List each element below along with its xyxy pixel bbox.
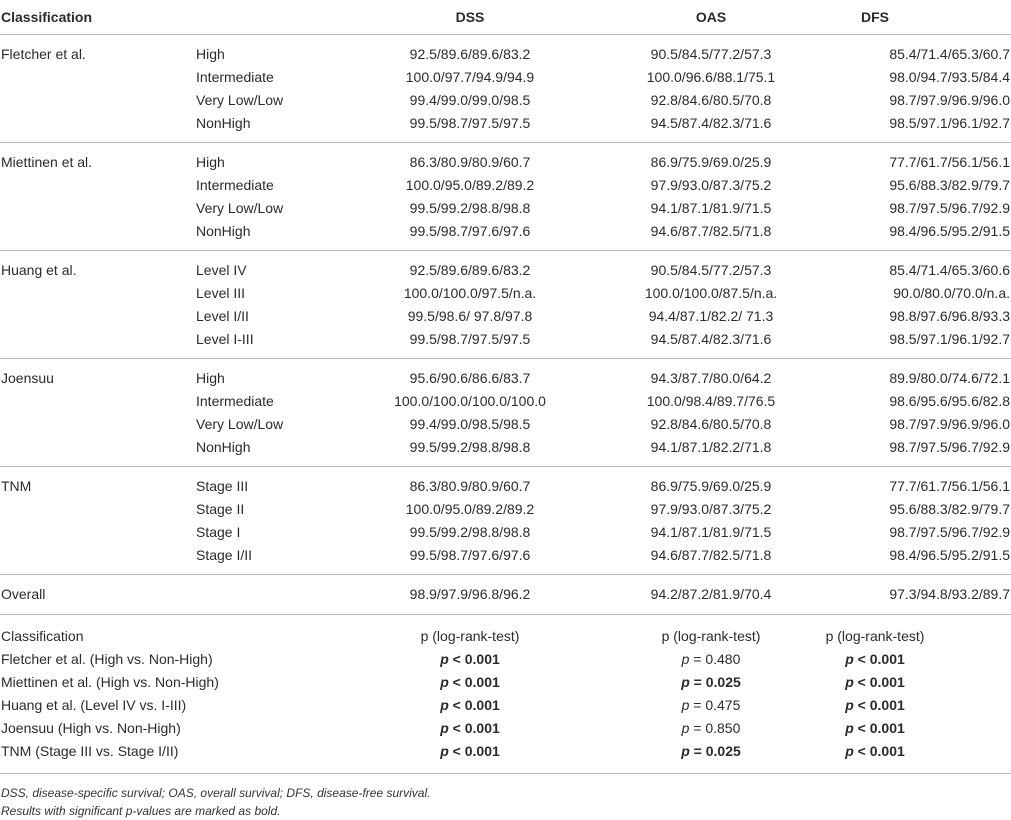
pvalue-row: [0, 718, 1011, 741]
p-symbol: p: [681, 674, 690, 690]
oas-value: 94.4/87.1/82.2/ 71.3: [648, 308, 774, 324]
dfs-value: 98.7/97.9/96.9/96.0: [889, 416, 1010, 432]
dfs-value: 98.6/95.6/95.6/82.8: [889, 393, 1010, 409]
risk-category: Stage II: [196, 501, 245, 517]
dss-value: 99.4/99.0/99.0/98.5: [409, 92, 531, 108]
oas-value: 100.0/96.6/88.1/75.1: [646, 69, 776, 85]
table-row: [0, 414, 1011, 437]
dfs-value: 95.6/88.3/82.9/79.7: [889, 177, 1010, 193]
comparison-label: Huang et al. (Level IV vs. I-III): [1, 697, 187, 713]
oas-value: 94.6/87.7/82.5/71.8: [650, 547, 772, 563]
risk-category: Intermediate: [196, 177, 274, 193]
classification-groups: [0, 35, 1011, 575]
dfs-value: 98.7/97.5/96.7/92.9: [889, 524, 1010, 540]
overall-dss: 98.9/97.9/96.8/96.2: [409, 586, 531, 602]
table-row: [0, 175, 1011, 198]
table-row: [0, 522, 1011, 545]
table-row: [0, 260, 1011, 283]
table-row: [0, 113, 1011, 136]
group-name: TNM: [1, 478, 32, 494]
dss-value: 100.0/97.7/94.9/94.9: [405, 69, 535, 85]
dfs-value: 85.4/71.4/65.3/60.6: [889, 262, 1010, 278]
p-symbol: p: [440, 651, 449, 667]
header-dss: DSS: [455, 9, 485, 25]
p-symbol: p: [681, 697, 690, 713]
pvalue-dfs: [800, 720, 950, 736]
dss-value: 100.0/100.0/100.0/100.0: [394, 393, 546, 409]
overall-label: Overall: [1, 586, 46, 602]
p-symbol: p: [845, 720, 854, 736]
pvalue-header-dss: p (log-rank-test): [420, 628, 520, 644]
pvalue-row: [0, 672, 1011, 695]
dfs-value: 85.4/71.4/65.3/60.7: [889, 46, 1010, 62]
risk-category: Level IV: [196, 262, 247, 278]
classification-group: [0, 143, 1011, 251]
pvalue-row: [0, 695, 1011, 718]
dss-value: 100.0/100.0/97.5/n.a.: [403, 285, 537, 301]
p-symbol: p: [845, 743, 854, 759]
comparison-label: Miettinen et al. (High vs. Non-High): [1, 674, 219, 690]
table-row: [0, 476, 1011, 499]
oas-value: 100.0/100.0/87.5/n.a.: [644, 285, 778, 301]
comparison-label: Joensuu (High vs. Non-High): [1, 720, 181, 736]
classification-group: [0, 359, 1011, 467]
dss-value: 99.5/99.2/98.8/98.8: [409, 524, 531, 540]
p-value-text: = 0.025: [689, 674, 741, 690]
dss-value: 86.3/80.9/80.9/60.7: [409, 154, 531, 170]
table-row: [0, 152, 1011, 175]
classification-group: [0, 467, 1011, 575]
oas-value: 94.1/87.1/81.9/71.5: [650, 524, 772, 540]
oas-value: 100.0/98.4/89.7/76.5: [646, 393, 776, 409]
oas-value: 94.5/87.4/82.3/71.6: [650, 331, 772, 347]
pvalue-dss: [335, 674, 605, 690]
p-value-text: < 0.001: [448, 720, 500, 736]
dfs-value: 95.6/88.3/82.9/79.7: [889, 501, 1010, 517]
dss-value: 99.5/99.2/98.8/98.8: [409, 200, 531, 216]
dfs-value: 98.8/97.6/96.8/93.3: [889, 308, 1010, 324]
pvalue-dfs: [800, 743, 950, 759]
oas-value: 92.8/84.6/80.5/70.8: [650, 416, 772, 432]
table-row: [0, 329, 1011, 352]
p-value-text: = 0.850: [689, 720, 741, 736]
dfs-value: 77.7/61.7/56.1/56.1: [889, 154, 1010, 170]
table-row: [0, 545, 1011, 568]
header-classification: Classification: [1, 9, 93, 25]
pvalue-row: [0, 649, 1011, 672]
dss-value: 99.5/98.7/97.6/97.6: [409, 223, 531, 239]
pvalue-header-dfs: p (log-rank-test): [825, 628, 925, 644]
p-symbol: p: [845, 697, 854, 713]
dfs-value: 98.7/97.5/96.7/92.9: [889, 200, 1010, 216]
p-symbol: p: [845, 651, 854, 667]
risk-category: NonHigh: [196, 439, 251, 455]
pvalue-dfs: [800, 651, 950, 667]
dfs-value: 98.7/97.5/96.7/92.9: [889, 439, 1010, 455]
dss-value: 92.5/89.6/89.6/83.2: [409, 46, 531, 62]
oas-value: 90.5/84.5/77.2/57.3: [650, 46, 772, 62]
classification-group: [0, 35, 1011, 143]
dss-value: 100.0/95.0/89.2/89.2: [405, 177, 535, 193]
p-symbol: p: [440, 674, 449, 690]
oas-value: 94.1/87.1/82.2/71.8: [650, 439, 772, 455]
pvalue-dfs: [800, 697, 950, 713]
comparison-label: Fletcher et al. (High vs. Non-High): [1, 651, 213, 667]
oas-value: 94.5/87.4/82.3/71.6: [650, 115, 772, 131]
table-row: [0, 283, 1011, 306]
dfs-value: 77.7/61.7/56.1/56.1: [889, 478, 1010, 494]
p-symbol: p: [845, 674, 854, 690]
p-value-text: < 0.001: [448, 697, 500, 713]
dfs-value: 98.7/97.9/96.9/96.0: [889, 92, 1010, 108]
pvalue-dss: [335, 651, 605, 667]
dss-value: 99.5/99.2/98.8/98.8: [409, 439, 531, 455]
table-row: [0, 221, 1011, 244]
p-symbol: p: [681, 743, 690, 759]
risk-category: Very Low/Low: [196, 92, 284, 108]
pvalue-dss: [335, 697, 605, 713]
comparison-label: TNM (Stage III vs. Stage I/II): [1, 743, 179, 759]
oas-value: 94.1/87.1/81.9/71.5: [650, 200, 772, 216]
table-row: [0, 391, 1011, 414]
oas-value: 97.9/93.0/87.3/75.2: [650, 177, 772, 193]
overall-oas: 94.2/87.2/81.9/70.4: [650, 586, 772, 602]
p-value-text: < 0.001: [448, 651, 500, 667]
pvalue-rows: [0, 649, 1011, 764]
dss-value: 99.4/99.0/98.5/98.5: [409, 416, 531, 432]
dss-value: 99.5/98.7/97.5/97.5: [409, 331, 531, 347]
table-row: [0, 67, 1011, 90]
overall-row: [0, 584, 1011, 607]
pvalue-header-label: Classification: [1, 628, 84, 644]
oas-value: 90.5/84.5/77.2/57.3: [650, 262, 772, 278]
table-row: [0, 437, 1011, 460]
p-value-text: = 0.025: [689, 743, 741, 759]
risk-category: High: [196, 154, 225, 170]
group-name: Huang et al.: [1, 262, 77, 278]
p-value-text: < 0.001: [853, 674, 905, 690]
header-dfs: DFS: [861, 9, 889, 25]
group-name: Fletcher et al.: [1, 46, 86, 62]
risk-category: NonHigh: [196, 115, 251, 131]
table-row: [0, 90, 1011, 113]
oas-value: 97.9/93.0/87.3/75.2: [650, 501, 772, 517]
risk-category: High: [196, 370, 225, 386]
dss-value: 95.6/90.6/86.6/83.7: [409, 370, 531, 386]
dfs-value: 98.5/97.1/96.1/92.7: [889, 115, 1010, 131]
table-row: [0, 44, 1011, 67]
dss-value: 99.5/98.6/ 97.8/97.8: [407, 308, 533, 324]
dfs-value: 98.4/96.5/95.2/91.5: [889, 547, 1010, 563]
dss-value: 92.5/89.6/89.6/83.2: [409, 262, 531, 278]
table-row: [0, 198, 1011, 221]
footnote-bold: Results with significant p-values are marked as bold.: [1, 804, 281, 818]
risk-category: Stage I/II: [196, 547, 253, 563]
group-name: Miettinen et al.: [1, 154, 93, 170]
pvalue-dss: [335, 743, 605, 759]
pvalue-header-row: [0, 626, 1011, 649]
header-oas: OAS: [695, 9, 727, 25]
dss-value: 86.3/80.9/80.9/60.7: [409, 478, 531, 494]
p-symbol: p: [440, 697, 449, 713]
oas-value: 86.9/75.9/69.0/25.9: [650, 154, 772, 170]
risk-category: Intermediate: [196, 69, 274, 85]
p-value-text: < 0.001: [448, 674, 500, 690]
p-value-text: < 0.001: [853, 720, 905, 736]
dfs-value: 98.4/96.5/95.2/91.5: [889, 223, 1010, 239]
p-value-text: < 0.001: [448, 743, 500, 759]
oas-value: 92.8/84.6/80.5/70.8: [650, 92, 772, 108]
dfs-value: 90.0/80.0/70.0/n.a.: [893, 285, 1010, 301]
classification-group: [0, 251, 1011, 359]
risk-category: Stage I: [196, 524, 241, 540]
p-value-text: = 0.480: [689, 651, 741, 667]
oas-value: 94.3/87.7/80.0/64.2: [650, 370, 772, 386]
risk-category: Level I-III: [196, 331, 254, 347]
overall-dfs: 97.3/94.8/93.2/89.7: [889, 586, 1010, 602]
p-symbol: p: [681, 720, 690, 736]
risk-category: Very Low/Low: [196, 416, 284, 432]
dfs-value: 89.9/80.0/74.6/72.1: [889, 370, 1010, 386]
p-symbol: p: [681, 651, 690, 667]
table-footnotes: [0, 774, 1011, 820]
risk-category: Level III: [196, 285, 246, 301]
p-value-text: < 0.001: [853, 743, 905, 759]
pvalue-header-oas: p (log-rank-test): [661, 628, 761, 644]
risk-category: Very Low/Low: [196, 200, 284, 216]
pvalue-dfs: [800, 674, 950, 690]
overall-group: [0, 575, 1011, 615]
dss-value: 99.5/98.7/97.5/97.5: [409, 115, 531, 131]
dfs-value: 98.5/97.1/96.1/92.7: [889, 331, 1010, 347]
table-header: [0, 0, 1011, 35]
pvalue-table: [0, 615, 1011, 774]
p-value-text: = 0.475: [689, 697, 741, 713]
risk-category: NonHigh: [196, 223, 251, 239]
risk-category: Intermediate: [196, 393, 274, 409]
table-row: [0, 306, 1011, 329]
dfs-value: 98.0/94.7/93.5/84.4: [889, 69, 1010, 85]
risk-category: High: [196, 46, 225, 62]
table-row: [0, 499, 1011, 522]
dss-value: 99.5/98.7/97.6/97.6: [409, 547, 531, 563]
table-row: [0, 368, 1011, 391]
p-value-text: < 0.001: [853, 697, 905, 713]
footnote-abbreviations: DSS, disease-specific survival; OAS, overall survival; DFS, disease-free survival.: [1, 786, 431, 800]
pvalue-row: [0, 741, 1011, 764]
oas-value: 86.9/75.9/69.0/25.9: [650, 478, 772, 494]
p-value-text: < 0.001: [853, 651, 905, 667]
risk-category: Stage III: [196, 478, 249, 494]
p-symbol: p: [440, 743, 449, 759]
risk-category: Level I/II: [196, 308, 249, 324]
dss-value: 100.0/95.0/89.2/89.2: [405, 501, 535, 517]
group-name: Joensuu: [1, 370, 54, 386]
oas-value: 94.6/87.7/82.5/71.8: [650, 223, 772, 239]
p-symbol: p: [440, 720, 449, 736]
pvalue-dss: [335, 720, 605, 736]
